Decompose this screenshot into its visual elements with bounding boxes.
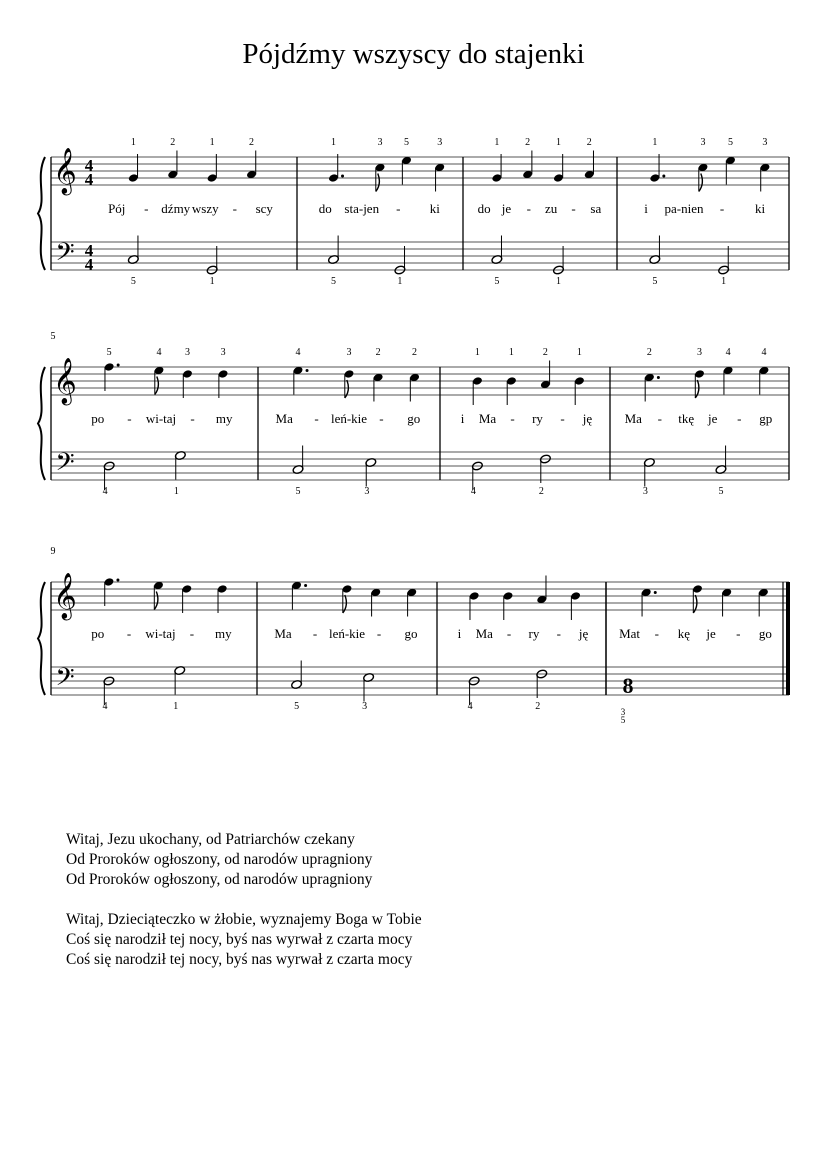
brace [38, 582, 45, 695]
note [206, 246, 218, 287]
note [328, 236, 340, 288]
lyric-hyphen: - [190, 411, 195, 426]
fingering: 4 [156, 347, 162, 358]
fingering: 1 [721, 276, 727, 287]
lyric-hyphen: - [126, 626, 132, 641]
fingering: 1 [397, 276, 403, 287]
note [574, 347, 585, 405]
note [649, 236, 661, 288]
note [539, 454, 551, 497]
dot [662, 175, 665, 178]
note [553, 137, 564, 183]
fingering: 2 [646, 347, 652, 358]
fingering: 1 [209, 276, 215, 287]
fingering: 3 [184, 347, 190, 358]
fingering: 3 [437, 137, 443, 148]
note [715, 446, 727, 498]
lyric-syllable: je [501, 201, 512, 216]
note [181, 584, 192, 613]
fingering: 4 [725, 347, 731, 358]
lyric-syllable: ki [429, 201, 440, 216]
note [153, 581, 164, 610]
lyric-syllable: je [706, 626, 716, 641]
lyric-syllable: Ma [624, 411, 642, 426]
note [540, 347, 551, 389]
fingering: 3 [762, 137, 768, 148]
time-signature: 4 [84, 156, 94, 175]
measure-number: 5 [50, 331, 56, 342]
fingering: 2 [412, 347, 418, 358]
fingering: 5 [130, 276, 136, 287]
note [207, 137, 218, 183]
note [218, 347, 229, 398]
verse-line: Coś się narodził tej nocy, byś nas wyrwał z czarta mocy [66, 931, 413, 948]
note [718, 246, 730, 287]
lyric-syllable: Mat [619, 626, 641, 641]
lyric-syllable: leń-kie [330, 411, 368, 426]
fingering: 3 [642, 486, 648, 497]
lyric-hyphen: - [144, 201, 149, 216]
lyric-syllable: i [457, 626, 462, 641]
note [723, 347, 734, 395]
lyric-syllable: dźmy [161, 201, 191, 216]
lyric-syllable: kę [677, 626, 691, 641]
lyric-hyphen: - [556, 626, 561, 641]
note [643, 458, 655, 497]
dot [341, 175, 344, 178]
lyric-syllable: ry [532, 411, 543, 426]
note [692, 584, 703, 613]
dot [657, 376, 660, 379]
lyric-hyphen: - [189, 626, 195, 641]
note [328, 137, 344, 183]
lyric-hyphen: - [719, 201, 725, 216]
lyric-syllable: zu [545, 201, 558, 216]
note [491, 137, 502, 183]
fingering: 5 [331, 276, 337, 287]
bass-clef-icon: 𝄢 [55, 449, 75, 482]
verse-line: Coś się narodził tej nocy, byś nas wyrwał z czarta mocy [66, 951, 413, 968]
lyric-syllable: do [477, 201, 491, 216]
lyric-hyphen: - [654, 626, 659, 641]
lyric-syllable: scy [255, 201, 273, 216]
note [291, 661, 303, 713]
bass-clef-icon: 𝄢 [55, 664, 75, 697]
flag [376, 174, 380, 192]
note [362, 673, 374, 712]
note [406, 588, 417, 617]
note [173, 666, 185, 712]
fingering: 4 [470, 486, 476, 497]
fingering: 4 [102, 701, 108, 712]
fingering: 1 [474, 347, 480, 358]
lyric-syllable: go [407, 411, 421, 426]
fingering: 5 [652, 276, 658, 287]
note [758, 588, 769, 617]
fingering: 5 [106, 347, 112, 358]
fingering: 5 [404, 137, 410, 148]
fingering: 1 [331, 137, 337, 148]
lyric-syllable: Ma [274, 626, 292, 641]
fingering: 4 [295, 347, 301, 358]
note [104, 347, 120, 391]
note [293, 347, 309, 395]
lyric-hyphen: - [506, 626, 512, 641]
fingering: 1 [576, 347, 582, 358]
measure-number: 9 [50, 546, 56, 557]
flag [699, 174, 703, 192]
fingering: 1 [130, 137, 136, 148]
fingering: 5 [295, 486, 301, 497]
lyric-syllable: ję [582, 411, 593, 426]
note [127, 236, 139, 288]
treble-clef-icon: 𝄞 [53, 148, 77, 193]
lyric-syllable: ry [528, 626, 540, 641]
note [641, 588, 657, 617]
lyric-syllable: pa-nien [664, 201, 704, 216]
note [370, 588, 381, 617]
lyric-syllable: i [460, 411, 465, 426]
fingering: 2 [535, 701, 541, 712]
lyric-syllable: leń-kie [328, 626, 366, 641]
lyric-syllable: wi-taj [145, 626, 176, 641]
treble-clef-icon: 𝄞 [53, 573, 77, 618]
lyric-syllable: do [318, 201, 332, 216]
note [472, 347, 483, 405]
note [154, 347, 165, 395]
fingering: 1 [555, 137, 561, 148]
note [506, 347, 517, 405]
fingering: 1 [508, 347, 514, 358]
lyric-syllable: go [758, 626, 772, 641]
brace [38, 367, 45, 480]
lyric-syllable: Pój [108, 201, 126, 216]
note [758, 347, 769, 395]
verse-line: Od Proroków ogłoszony, od narodów upragniony [66, 851, 373, 868]
fingering: 5 [294, 701, 300, 712]
fingering: 1 [555, 276, 561, 287]
note [217, 584, 228, 613]
lyric-hyphen: - [232, 201, 237, 216]
system-3 [38, 546, 789, 725]
note [401, 137, 412, 185]
lyric-hyphen: - [657, 411, 662, 426]
lyric-syllable: wi-taj [145, 411, 177, 426]
lyric-syllable: wszy [191, 201, 219, 216]
note [694, 347, 705, 398]
fingering: 1 [494, 137, 500, 148]
fingering: 1 [173, 486, 179, 497]
note [491, 236, 503, 288]
fingering: 1 [209, 137, 215, 148]
lyric-syllable: Ma [478, 411, 497, 426]
note [502, 591, 513, 620]
dot [116, 579, 119, 582]
note [167, 137, 178, 179]
fingering: 3 [364, 486, 370, 497]
lyric-hyphen: - [510, 411, 515, 426]
fingering: 3 [620, 707, 626, 717]
fingering: 3 [346, 347, 352, 358]
lyric-syllable: my [214, 626, 232, 641]
note [570, 591, 581, 620]
lyric-syllable: sa [590, 201, 602, 216]
score-title: Pójdźmy wszyscy do stajenki [242, 38, 585, 70]
fingering: 4 [761, 347, 767, 358]
dot [304, 584, 307, 587]
note [394, 246, 406, 287]
lyric-syllable: je [708, 411, 718, 426]
time-signature: 4 [84, 255, 94, 274]
dot [654, 591, 657, 594]
fingering: 2 [170, 137, 176, 148]
lyric-hyphen: - [737, 411, 742, 426]
note [721, 588, 732, 617]
lyric-syllable: Ma [275, 411, 293, 426]
fingering: 3 [377, 137, 383, 148]
fingering: 3 [697, 347, 702, 358]
verse-1 [66, 830, 372, 890]
lyric-hyphen: - [571, 201, 576, 216]
lyric-syllable: po [91, 626, 105, 641]
lyric-syllable: ję [578, 626, 589, 641]
note [725, 137, 736, 185]
verse-line: Witaj, Jezu ukochany, od Patriarchów czekany [66, 831, 355, 848]
fingering: 4 [467, 701, 473, 712]
verse-line: Witaj, Dzieciąteczko w żłobie, wyznajemy Boga w Tobie [66, 911, 422, 928]
note [536, 576, 547, 605]
fingering: 3 [700, 137, 706, 148]
lyric-hyphen: - [736, 626, 741, 641]
fingering: 2 [375, 347, 381, 358]
note [246, 137, 257, 179]
whole-note-chord: 8 [622, 673, 634, 698]
fingering: 1 [173, 701, 179, 712]
lyric-hyphen: - [379, 411, 384, 426]
lyric-hyphen: - [314, 411, 319, 426]
note [292, 446, 304, 498]
lyric-syllable: i [644, 201, 648, 216]
lyric-syllable: gp [759, 411, 773, 426]
lyric-hyphen: - [396, 201, 401, 216]
verse-line: Od Proroków ogłoszony, od narodów upragniony [66, 871, 373, 888]
fingering: 4 [102, 486, 108, 497]
treble-clef-icon: 𝄞 [53, 358, 77, 403]
verse-2 [66, 910, 422, 970]
lyric-syllable: my [215, 411, 233, 426]
fingering: 2 [525, 137, 531, 148]
lyric-hyphen: - [526, 201, 532, 216]
note [469, 591, 480, 620]
lyric-hyphen: - [312, 626, 318, 641]
fingering: 2 [586, 137, 592, 148]
lyric-syllable: Ma [475, 626, 493, 641]
note [522, 137, 533, 179]
system-2 [38, 331, 789, 497]
fingering: 5 [620, 715, 626, 725]
lyric-syllable: tkę [678, 411, 695, 426]
time-signature: 4 [84, 170, 94, 189]
dot [117, 364, 120, 367]
note [535, 669, 547, 712]
fingering: 5 [728, 137, 734, 148]
note [364, 458, 376, 497]
note [584, 137, 595, 179]
note [182, 347, 193, 398]
flag [155, 377, 159, 395]
fingering: 2 [249, 137, 255, 148]
time-signature: 4 [84, 241, 94, 260]
fingering: 3 [220, 347, 226, 358]
fingering: 2 [542, 347, 548, 358]
system-1 [38, 137, 789, 287]
brace [38, 157, 45, 270]
lyric-hyphen: - [560, 411, 565, 426]
note [649, 137, 665, 183]
lyric-hyphen: - [376, 626, 382, 641]
note [342, 584, 353, 613]
bass-clef-icon: 𝄢 [55, 239, 75, 272]
flag [154, 592, 158, 610]
note [128, 137, 139, 183]
note [344, 347, 355, 398]
fingering: 2 [538, 486, 544, 497]
note [291, 581, 307, 610]
dot [306, 369, 309, 372]
note [174, 451, 186, 497]
fingering: 3 [362, 701, 368, 712]
lyric-syllable: po [91, 411, 105, 426]
lyric-syllable: go [404, 626, 418, 641]
note [553, 246, 565, 287]
lyric-syllable: sta-jen [344, 201, 380, 216]
fingering: 5 [718, 486, 724, 497]
lyric-syllable: ki [754, 201, 766, 216]
lyric-hyphen: - [127, 411, 132, 426]
fingering: 5 [494, 276, 500, 287]
fingering: 1 [652, 137, 658, 148]
